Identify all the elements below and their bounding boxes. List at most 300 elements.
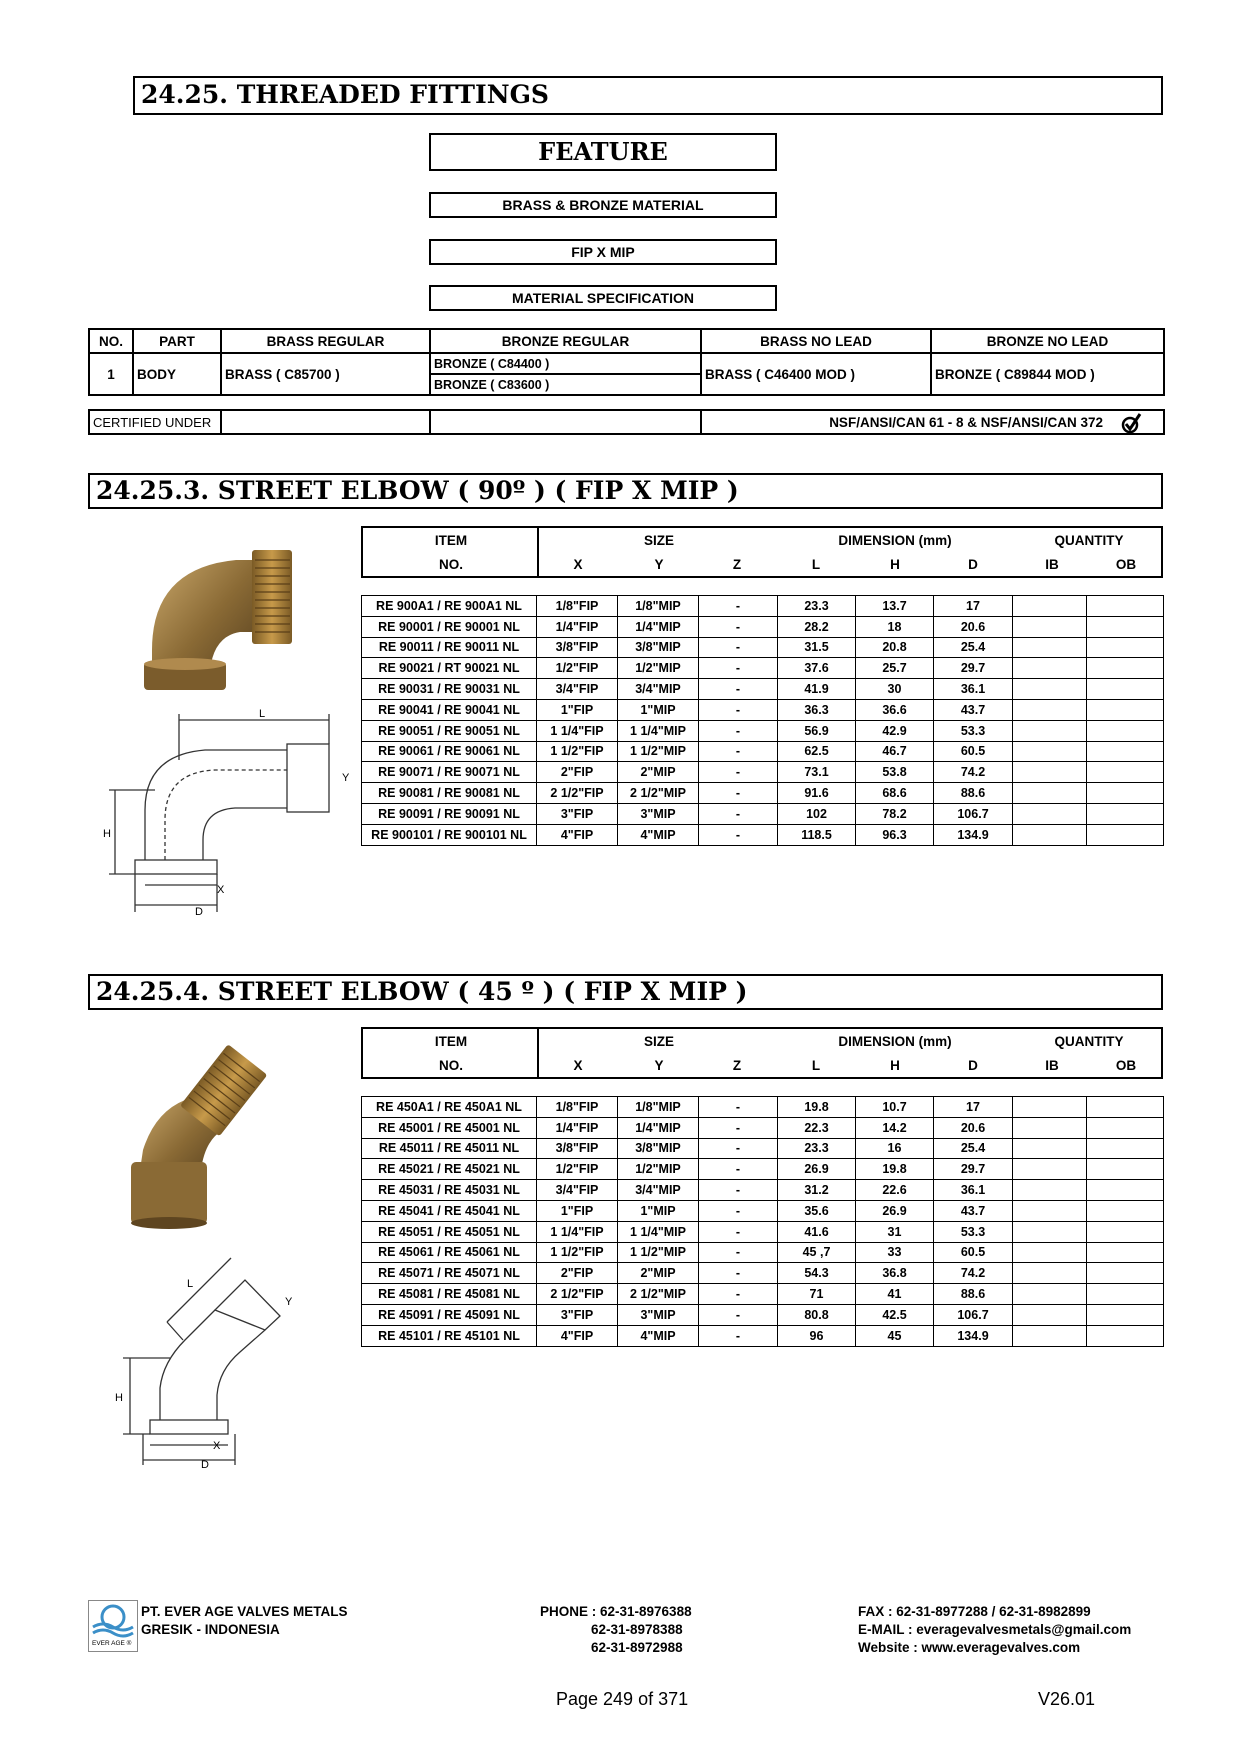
dim-h: 26.9 <box>856 1200 934 1221</box>
row-no: 1 <box>89 353 133 395</box>
dim-h: 14.2 <box>856 1117 934 1138</box>
hdr-h: H <box>890 1058 900 1073</box>
qty-ib <box>1013 1097 1087 1118</box>
feature-item-connection: FIP X MIP <box>429 239 777 265</box>
table-45-header <box>361 1027 1163 1079</box>
row-brass-no-lead: BRASS ( C46400 MOD ) <box>701 353 931 395</box>
qty-ib <box>1013 1180 1087 1201</box>
qty-ib <box>1013 1304 1087 1325</box>
qty-ib <box>1013 1138 1087 1159</box>
item-no: RE 45031 / RE 45031 NL <box>362 1180 537 1201</box>
hdr-size: SIZE <box>643 1034 675 1049</box>
table-row <box>362 679 1164 700</box>
header-bronze-no-lead: BRONZE NO LEAD <box>931 329 1164 353</box>
table-row <box>362 803 1164 824</box>
size-z: - <box>699 824 778 845</box>
size-z: - <box>699 1263 778 1284</box>
hdr-h: H <box>890 557 900 572</box>
qty-ob <box>1087 637 1164 658</box>
dim-l: 31.2 <box>778 1180 856 1201</box>
qty-ob <box>1087 616 1164 637</box>
hdr-no: NO. <box>438 1058 464 1073</box>
hdr-y: Y <box>654 1058 664 1073</box>
hdr-x: X <box>573 557 583 572</box>
hdr-item: ITEM <box>434 1034 468 1049</box>
dim-l: 80.8 <box>778 1304 856 1325</box>
dim-h: 25.7 <box>856 658 934 679</box>
qty-ob <box>1087 762 1164 783</box>
dim-l: 26.9 <box>778 1159 856 1180</box>
dim-d: 74.2 <box>934 762 1013 783</box>
dim-h: 68.6 <box>856 783 934 804</box>
table-row <box>362 762 1164 783</box>
hdr-ob: OB <box>1115 1058 1137 1073</box>
size-z: - <box>699 637 778 658</box>
footer-company <box>141 1603 348 1639</box>
row-brass-regular: BRASS ( C85700 ) <box>221 353 430 395</box>
size-y: 3/8"MIP <box>618 1138 699 1159</box>
table-row <box>362 596 1164 617</box>
qty-ob <box>1087 1263 1164 1284</box>
elbow-90-drawing <box>95 700 360 920</box>
qty-ib <box>1013 1159 1087 1180</box>
dim-d: 25.4 <box>934 637 1013 658</box>
item-no: RE 45001 / RE 45001 NL <box>362 1117 537 1138</box>
dim-label-h-45: H <box>115 1392 123 1404</box>
header-no: NO. <box>89 329 133 353</box>
dim-d: 43.7 <box>934 1200 1013 1221</box>
qty-ob <box>1087 1159 1164 1180</box>
qty-ib <box>1013 1242 1087 1263</box>
size-z: - <box>699 741 778 762</box>
hdr-l: L <box>811 557 821 572</box>
dim-d: 60.5 <box>934 1242 1013 1263</box>
size-z: - <box>699 1159 778 1180</box>
dim-label-h: H <box>103 828 111 840</box>
elbow-45-drawing <box>105 1240 305 1470</box>
size-x: 1 1/2"FIP <box>537 1242 618 1263</box>
size-x: 1"FIP <box>537 1200 618 1221</box>
dim-d: 36.1 <box>934 1180 1013 1201</box>
dim-label-d: D <box>195 906 203 918</box>
hdr-z: Z <box>732 1058 742 1073</box>
dim-l: 54.3 <box>778 1263 856 1284</box>
table-row <box>362 720 1164 741</box>
qty-ob <box>1087 1284 1164 1305</box>
dim-h: 20.8 <box>856 637 934 658</box>
hdr-quantity: QUANTITY <box>1054 1034 1124 1049</box>
dim-d: 20.6 <box>934 616 1013 637</box>
qty-ib <box>1013 1325 1087 1346</box>
hdr-d: D <box>968 557 978 572</box>
item-no: RE 45051 / RE 45051 NL <box>362 1221 537 1242</box>
dim-d: 134.9 <box>934 1325 1013 1346</box>
table-row <box>362 1325 1164 1346</box>
item-no: RE 900A1 / RE 900A1 NL <box>362 596 537 617</box>
dim-h: 41 <box>856 1284 934 1305</box>
website: Website : www.everagevalves.com <box>858 1640 1081 1655</box>
qty-ob <box>1087 596 1164 617</box>
hdr-ib: IB <box>1045 1058 1059 1073</box>
header-bronze-regular: BRONZE REGULAR <box>430 329 701 353</box>
footer-contact <box>858 1603 1131 1657</box>
dim-d: 53.3 <box>934 1221 1013 1242</box>
table-row <box>362 1221 1164 1242</box>
footer-phone <box>540 1603 692 1657</box>
size-y: 4"MIP <box>618 1325 699 1346</box>
item-no: RE 45041 / RE 45041 NL <box>362 1200 537 1221</box>
table-90-body <box>361 595 1164 846</box>
qty-ib <box>1013 783 1087 804</box>
qty-ib <box>1013 658 1087 679</box>
item-no: RE 45011 / RE 45011 NL <box>362 1138 537 1159</box>
qty-ob <box>1087 1097 1164 1118</box>
size-y: 1"MIP <box>618 699 699 720</box>
size-x: 3/4"FIP <box>537 679 618 700</box>
size-y: 1 1/4"MIP <box>618 1221 699 1242</box>
size-x: 1 1/4"FIP <box>537 720 618 741</box>
size-z: - <box>699 1117 778 1138</box>
dim-l: 36.3 <box>778 699 856 720</box>
table-row <box>362 741 1164 762</box>
size-x: 1 1/4"FIP <box>537 1221 618 1242</box>
table-90-header <box>361 526 1163 578</box>
certified-label: CERTIFIED UNDER <box>89 410 221 434</box>
qty-ib <box>1013 679 1087 700</box>
version: V26.01 <box>1038 1689 1096 1709</box>
size-x: 2 1/2"FIP <box>537 783 618 804</box>
dim-d: 36.1 <box>934 679 1013 700</box>
dim-d: 88.6 <box>934 783 1013 804</box>
certified-value-cell <box>701 410 1164 434</box>
table-row <box>362 658 1164 679</box>
size-x: 2 1/2"FIP <box>537 1284 618 1305</box>
dim-d: 20.6 <box>934 1117 1013 1138</box>
item-no: RE 45101 / RE 45101 NL <box>362 1325 537 1346</box>
qty-ib <box>1013 803 1087 824</box>
size-z: - <box>699 783 778 804</box>
qty-ib <box>1013 1221 1087 1242</box>
dim-d: 106.7 <box>934 803 1013 824</box>
size-x: 1"FIP <box>537 699 618 720</box>
dim-l: 35.6 <box>778 1200 856 1221</box>
dim-d: 17 <box>934 1097 1013 1118</box>
hdr-no: NO. <box>438 557 464 572</box>
dim-l: 23.3 <box>778 1138 856 1159</box>
dim-h: 13.7 <box>856 596 934 617</box>
hdr-y: Y <box>654 557 664 572</box>
phone-2: 62-31-8978388 <box>591 1622 683 1637</box>
size-x: 3"FIP <box>537 803 618 824</box>
material-table <box>88 328 1165 396</box>
dim-h: 36.8 <box>856 1263 934 1284</box>
qty-ob <box>1087 1138 1164 1159</box>
size-y: 1/8"MIP <box>618 1097 699 1118</box>
size-z: - <box>699 762 778 783</box>
dim-l: 37.6 <box>778 658 856 679</box>
qty-ob <box>1087 699 1164 720</box>
dim-h: 46.7 <box>856 741 934 762</box>
item-no: RE 45021 / RE 45021 NL <box>362 1159 537 1180</box>
item-no: RE 90071 / RE 90071 NL <box>362 762 537 783</box>
dim-l: 56.9 <box>778 720 856 741</box>
size-x: 4"FIP <box>537 824 618 845</box>
size-y: 3/8"MIP <box>618 637 699 658</box>
size-x: 1/8"FIP <box>537 596 618 617</box>
row-bronze-regular-2: BRONZE ( C83600 ) <box>430 374 701 395</box>
qty-ob <box>1087 1325 1164 1346</box>
dim-l: 62.5 <box>778 741 856 762</box>
qty-ib <box>1013 1284 1087 1305</box>
qty-ib <box>1013 762 1087 783</box>
hdr-item: ITEM <box>434 533 468 548</box>
hdr-dimension: DIMENSION (mm) <box>838 533 952 548</box>
main-title: 24.25. THREADED FITTINGS <box>133 76 1163 115</box>
size-z: - <box>699 803 778 824</box>
hdr-size: SIZE <box>643 533 675 548</box>
size-x: 1/8"FIP <box>537 1097 618 1118</box>
phone-1: PHONE : 62-31-8976388 <box>540 1604 692 1619</box>
item-no: RE 90051 / RE 90051 NL <box>362 720 537 741</box>
size-z: - <box>699 699 778 720</box>
certified-blank-2 <box>430 410 701 434</box>
dim-label-l-45: L <box>187 1278 194 1290</box>
size-x: 1/2"FIP <box>537 658 618 679</box>
dim-label-x: X <box>217 884 225 896</box>
company-name: PT. EVER AGE VALVES METALS <box>141 1604 348 1619</box>
size-z: - <box>699 720 778 741</box>
dim-h: 42.9 <box>856 720 934 741</box>
size-z: - <box>699 1304 778 1325</box>
dim-l: 118.5 <box>778 824 856 845</box>
feature-title: FEATURE <box>429 133 777 171</box>
dim-l: 45 ,7 <box>778 1242 856 1263</box>
hdr-z: Z <box>732 557 742 572</box>
section-90-title: 24.25.3. STREET ELBOW ( 90º ) ( FIP X MIP ) <box>88 473 1163 509</box>
row-bronze-regular-1: BRONZE ( C84400 ) <box>430 353 701 374</box>
qty-ib <box>1013 699 1087 720</box>
company-location: GRESIK - INDONESIA <box>141 1622 280 1637</box>
size-x: 1/2"FIP <box>537 1159 618 1180</box>
qty-ob <box>1087 1304 1164 1325</box>
dim-h: 18 <box>856 616 934 637</box>
size-x: 3"FIP <box>537 1304 618 1325</box>
dim-h: 19.8 <box>856 1159 934 1180</box>
size-y: 1 1/2"MIP <box>618 1242 699 1263</box>
logo-text: EVER AGE ® <box>92 1640 132 1647</box>
size-y: 1/2"MIP <box>618 658 699 679</box>
size-z: - <box>699 1180 778 1201</box>
size-y: 3"MIP <box>618 1304 699 1325</box>
dim-d: 29.7 <box>934 658 1013 679</box>
size-y: 2"MIP <box>618 762 699 783</box>
qty-ob <box>1087 658 1164 679</box>
item-no: RE 90041 / RE 90041 NL <box>362 699 537 720</box>
dim-h: 31 <box>856 1221 934 1242</box>
qty-ob <box>1087 1180 1164 1201</box>
table-row <box>362 699 1164 720</box>
dim-d: 74.2 <box>934 1263 1013 1284</box>
qty-ob <box>1087 720 1164 741</box>
dim-h: 16 <box>856 1138 934 1159</box>
size-y: 1/2"MIP <box>618 1159 699 1180</box>
qty-ib <box>1013 1200 1087 1221</box>
elbow-45-photo <box>125 1040 295 1230</box>
table-row <box>362 783 1164 804</box>
dim-l: 41.6 <box>778 1221 856 1242</box>
size-x: 3/8"FIP <box>537 637 618 658</box>
item-no: RE 90081 / RE 90081 NL <box>362 783 537 804</box>
table-row <box>362 824 1164 845</box>
table-45-body <box>361 1096 1164 1347</box>
dim-l: 31.5 <box>778 637 856 658</box>
hdr-l: L <box>811 1058 821 1073</box>
size-x: 2"FIP <box>537 1263 618 1284</box>
item-no: RE 90021 / RT 90021 NL <box>362 658 537 679</box>
qty-ib <box>1013 596 1087 617</box>
dim-label-d-45: D <box>201 1459 209 1471</box>
dim-l: 23.3 <box>778 596 856 617</box>
table-row <box>362 1284 1164 1305</box>
email: E-MAIL : everagevalvesmetals@gmail.com <box>858 1622 1132 1637</box>
size-z: - <box>699 616 778 637</box>
dim-h: 96.3 <box>856 824 934 845</box>
item-no: RE 90091 / RE 90091 NL <box>362 803 537 824</box>
qty-ob <box>1087 741 1164 762</box>
table-row <box>362 1097 1164 1118</box>
table-row <box>362 637 1164 658</box>
certified-table <box>88 409 1165 435</box>
feature-item-material: BRASS & BRONZE MATERIAL <box>429 192 777 218</box>
dim-h: 30 <box>856 679 934 700</box>
size-x: 1/4"FIP <box>537 616 618 637</box>
table-row <box>362 616 1164 637</box>
qty-ob <box>1087 1221 1164 1242</box>
size-z: - <box>699 1200 778 1221</box>
dim-h: 36.6 <box>856 699 934 720</box>
item-no: RE 900101 / RE 900101 NL <box>362 824 537 845</box>
dim-d: 60.5 <box>934 741 1013 762</box>
feature-item-material-spec: MATERIAL SPECIFICATION <box>429 285 777 311</box>
table-row <box>362 1180 1164 1201</box>
dim-d: 53.3 <box>934 720 1013 741</box>
row-bronze-no-lead: BRONZE ( C89844 MOD ) <box>931 353 1164 395</box>
dim-l: 96 <box>778 1325 856 1346</box>
dim-h: 33 <box>856 1242 934 1263</box>
size-z: - <box>699 1221 778 1242</box>
table-row <box>362 1304 1164 1325</box>
dim-l: 102 <box>778 803 856 824</box>
qty-ob <box>1087 1117 1164 1138</box>
size-y: 1/8"MIP <box>618 596 699 617</box>
size-x: 2"FIP <box>537 762 618 783</box>
hdr-ob: OB <box>1115 557 1137 572</box>
item-no: RE 450A1 / RE 450A1 NL <box>362 1097 537 1118</box>
item-no: RE 90011 / RE 90011 NL <box>362 637 537 658</box>
size-z: - <box>699 658 778 679</box>
dim-l: 22.3 <box>778 1117 856 1138</box>
table-row <box>362 1138 1164 1159</box>
size-y: 2 1/2"MIP <box>618 1284 699 1305</box>
header-brass-no-lead: BRASS NO LEAD <box>701 329 931 353</box>
dim-label-y-45: Y <box>285 1296 293 1308</box>
dim-l: 19.8 <box>778 1097 856 1118</box>
qty-ob <box>1087 1242 1164 1263</box>
phone-3: 62-31-8972988 <box>591 1640 683 1655</box>
dim-label-y: Y <box>342 772 350 784</box>
size-x: 1 1/2"FIP <box>537 741 618 762</box>
qty-ob <box>1087 803 1164 824</box>
dim-h: 42.5 <box>856 1304 934 1325</box>
size-y: 2 1/2"MIP <box>618 783 699 804</box>
dim-label-l: L <box>259 708 266 720</box>
item-no: RE 90001 / RE 90001 NL <box>362 616 537 637</box>
size-y: 4"MIP <box>618 824 699 845</box>
elbow-90-photo <box>140 540 315 692</box>
size-y: 1 1/2"MIP <box>618 741 699 762</box>
table-row <box>362 1117 1164 1138</box>
item-no: RE 45091 / RE 45091 NL <box>362 1304 537 1325</box>
qty-ob <box>1087 783 1164 804</box>
item-no: RE 90031 / RE 90031 NL <box>362 679 537 700</box>
size-z: - <box>699 1325 778 1346</box>
dim-l: 71 <box>778 1284 856 1305</box>
header-part: PART <box>133 329 221 353</box>
qty-ib <box>1013 824 1087 845</box>
size-y: 3/4"MIP <box>618 679 699 700</box>
item-no: RE 45071 / RE 45071 NL <box>362 1263 537 1284</box>
size-y: 1 1/4"MIP <box>618 720 699 741</box>
qty-ob <box>1087 824 1164 845</box>
item-no: RE 90061 / RE 90061 NL <box>362 741 537 762</box>
qty-ob <box>1087 1200 1164 1221</box>
company-logo <box>88 1600 138 1652</box>
size-z: - <box>699 1284 778 1305</box>
table-row <box>362 1200 1164 1221</box>
dim-d: 134.9 <box>934 824 1013 845</box>
qty-ob <box>1087 679 1164 700</box>
dim-l: 28.2 <box>778 616 856 637</box>
table-row <box>362 1263 1164 1284</box>
hdr-ib: IB <box>1045 557 1059 572</box>
qty-ib <box>1013 1117 1087 1138</box>
qty-ib <box>1013 637 1087 658</box>
size-y: 1/4"MIP <box>618 1117 699 1138</box>
certified-blank-1 <box>221 410 430 434</box>
dim-h: 78.2 <box>856 803 934 824</box>
size-y: 2"MIP <box>618 1263 699 1284</box>
hdr-x: X <box>573 1058 583 1073</box>
size-y: 3/4"MIP <box>618 1180 699 1201</box>
size-z: - <box>699 1138 778 1159</box>
qty-ib <box>1013 616 1087 637</box>
hdr-dimension: DIMENSION (mm) <box>838 1034 952 1049</box>
size-z: - <box>699 1242 778 1263</box>
dim-d: 17 <box>934 596 1013 617</box>
size-z: - <box>699 596 778 617</box>
checkmark-icon <box>1121 412 1143 437</box>
size-y: 3"MIP <box>618 803 699 824</box>
dim-d: 43.7 <box>934 699 1013 720</box>
dim-h: 53.8 <box>856 762 934 783</box>
size-x: 3/8"FIP <box>537 1138 618 1159</box>
qty-ib <box>1013 741 1087 762</box>
dim-label-x-45: X <box>213 1440 221 1452</box>
qty-ib <box>1013 720 1087 741</box>
section-45-title: 24.25.4. STREET ELBOW ( 45 º ) ( FIP X MIP ) <box>88 974 1163 1010</box>
dim-d: 29.7 <box>934 1159 1013 1180</box>
size-x: 4"FIP <box>537 1325 618 1346</box>
